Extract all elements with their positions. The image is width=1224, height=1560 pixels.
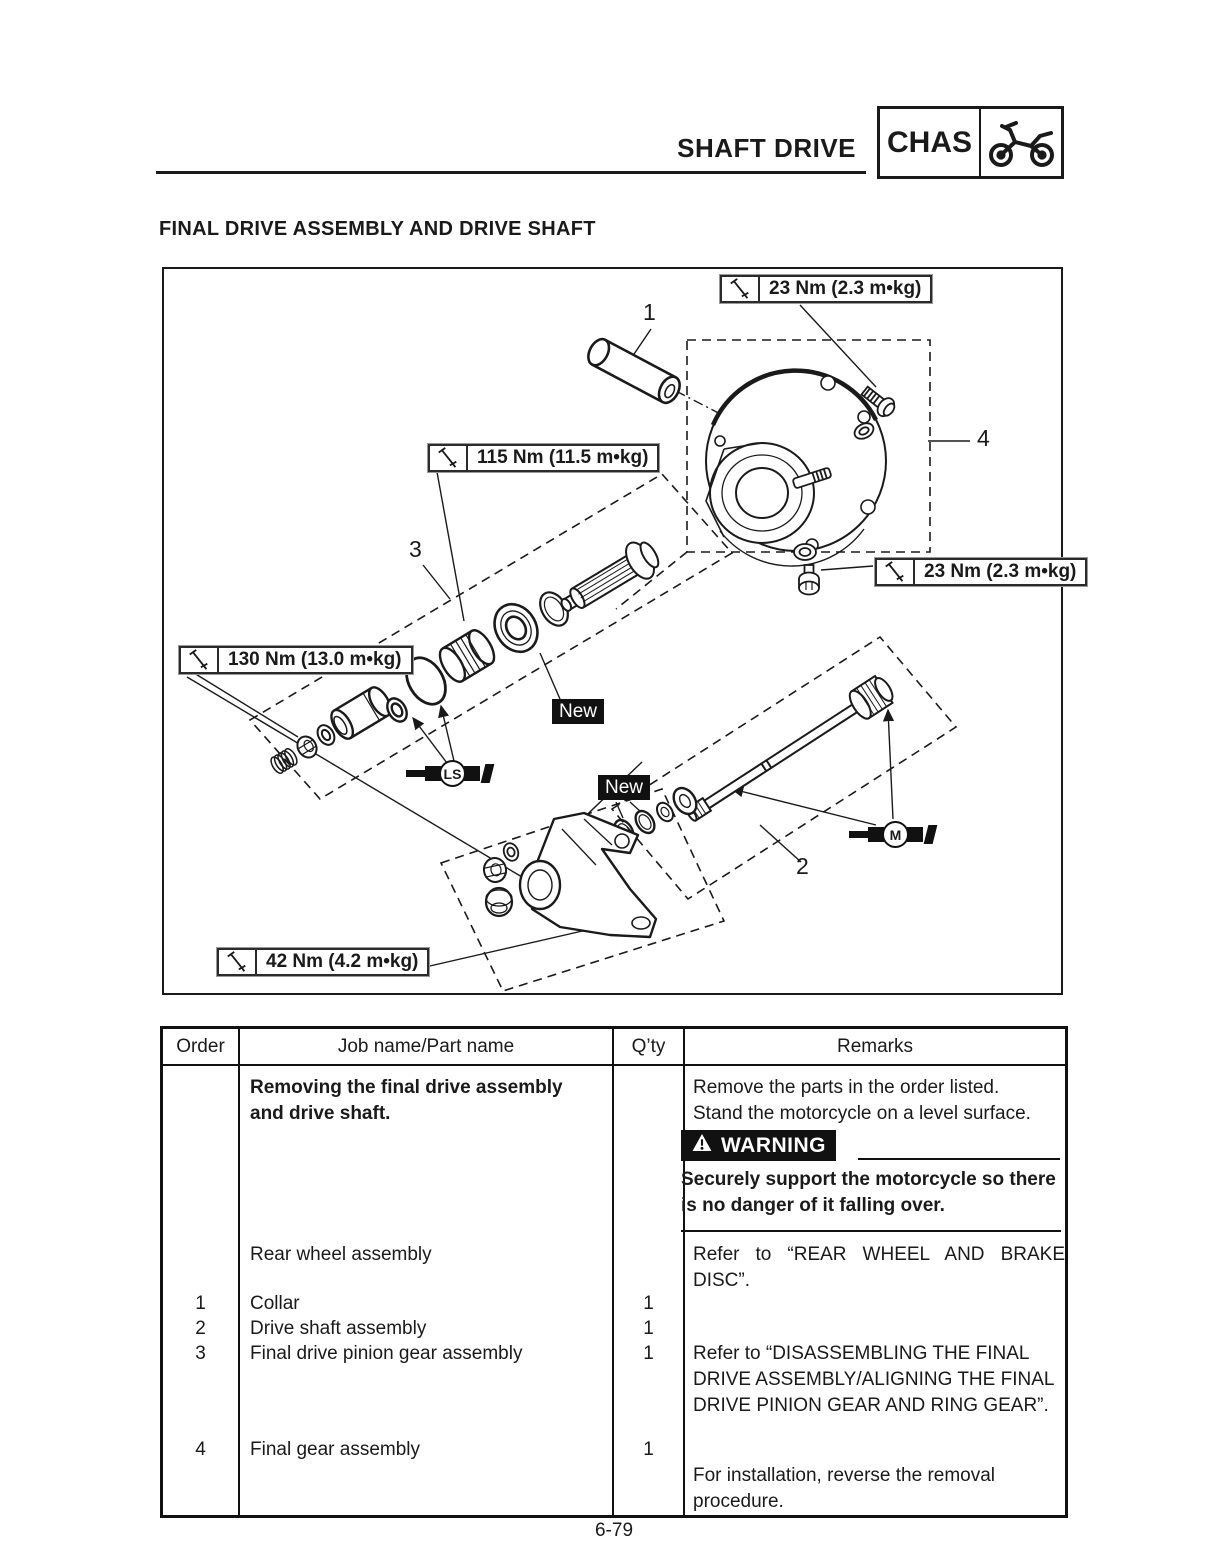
- warning-triangle-icon: [691, 1133, 713, 1158]
- torque-value: 23 Nm (2.3 m•kg): [769, 278, 922, 299]
- grease-gun-body: [464, 766, 480, 781]
- torque-value: 23 Nm (2.3 m•kg): [924, 561, 1077, 582]
- grease-gun-handle: [406, 770, 426, 777]
- torque-wrench-icon: [877, 560, 915, 584]
- header-rule: [156, 171, 866, 174]
- torque-wrench-icon: [722, 277, 760, 301]
- collar-part: [584, 336, 684, 407]
- order-number: 3: [195, 1343, 206, 1364]
- part-number-4: 4: [977, 425, 990, 451]
- torque-callout: [875, 558, 1087, 586]
- part-number-2: 2: [796, 853, 809, 879]
- warning-badge: [681, 1130, 836, 1161]
- warning-rule: [858, 1158, 1060, 1160]
- torque-value: 115 Nm (11.5 m•kg): [477, 447, 649, 468]
- pinion-bearing: [486, 596, 546, 659]
- torque-value: 42 Nm (4.2 m•kg): [266, 951, 419, 972]
- remarks-text: [693, 1075, 1067, 1127]
- drive-shaft-part: [680, 673, 897, 829]
- m-lubricant-marker: [849, 821, 935, 848]
- col-header-remarks: Remarks: [836, 1035, 913, 1057]
- grease-gun-body: [907, 827, 923, 842]
- bearing-retainer: [435, 626, 499, 685]
- chapter-tab: [877, 106, 1064, 179]
- part-number-3: 3: [409, 536, 422, 562]
- bracket-nut: [482, 856, 509, 884]
- torque-callout: [720, 275, 932, 303]
- table-header-row: [163, 1029, 1065, 1066]
- job-name: Final gear assembly: [250, 1439, 421, 1460]
- bracket-washer: [501, 841, 520, 863]
- remark-line: Stand the motorcycle on a level surface.: [693, 1103, 1031, 1124]
- job-name: Rear wheel assembly: [250, 1244, 432, 1265]
- grease-gun-handle: [849, 831, 869, 838]
- drain-bolt: [799, 565, 819, 595]
- warning-label: WARNING: [721, 1133, 826, 1157]
- shaft-washer: [654, 800, 677, 824]
- job-name: Drive shaft assembly: [250, 1318, 427, 1339]
- remarks-text: For installation, reverse the removal procedure.: [693, 1465, 996, 1512]
- col-header-qty: Q’ty: [614, 1029, 685, 1064]
- lubricant-code: LS: [439, 760, 466, 787]
- page-title: FINAL DRIVE ASSEMBLY AND DRIVE SHAFT: [159, 218, 596, 240]
- torque-value: 130 Nm (13.0 m•kg): [228, 649, 402, 670]
- drain-washer: [794, 544, 816, 560]
- qty-value: 1: [643, 1439, 654, 1460]
- torque-callout: [217, 948, 429, 976]
- bearing-housing-bracket: [520, 813, 656, 937]
- exploded-view-panel: [162, 267, 1077, 995]
- order-number: 1: [195, 1293, 206, 1314]
- order-number: 4: [195, 1439, 206, 1460]
- torque-wrench-icon: [219, 950, 257, 974]
- col-header-job: Job name/Part name: [240, 1029, 614, 1064]
- section-title: SHAFT DRIVE: [677, 133, 856, 163]
- torque-callout: [428, 444, 659, 472]
- pinion-collar: [327, 684, 395, 742]
- final-gear-case: [706, 371, 886, 566]
- chapter-code: CHAS: [880, 109, 981, 176]
- col-header-order: Order: [163, 1029, 240, 1064]
- torque-callout: [179, 646, 413, 674]
- qty-value: 1: [643, 1293, 654, 1314]
- parts-table: [160, 1026, 1068, 1518]
- order-number: 2: [195, 1318, 206, 1339]
- job-name: Collar: [250, 1293, 300, 1314]
- remarks-text: Refer to “REAR WHEEL AND BRAKE DISC”.: [693, 1244, 1065, 1291]
- torque-wrench-icon: [430, 446, 468, 470]
- warning-bottom-rule: [681, 1230, 1061, 1232]
- warning-text: Securely support the motorcycle so there is no danger of it falling over.: [681, 1169, 1056, 1216]
- ls-lubricant-marker: [406, 760, 492, 787]
- pinion-gear-shaft: [553, 535, 665, 624]
- column-divider: [238, 1066, 240, 1515]
- new-part-tag: New: [598, 775, 650, 800]
- new-part-tag: New: [552, 699, 604, 724]
- bracket-cap-nut: [486, 888, 512, 916]
- shaft-circlip-2: [632, 808, 658, 837]
- part-number-1: 1: [643, 299, 656, 325]
- motorcycle-icon: [981, 109, 1061, 176]
- remark-line: Remove the parts in the order listed.: [693, 1077, 1000, 1098]
- qty-value: 1: [643, 1318, 654, 1339]
- qty-value: 1: [643, 1343, 654, 1364]
- torque-wrench-icon: [181, 648, 219, 672]
- job-name: Final drive pinion gear assembly: [250, 1343, 523, 1364]
- table-body: [163, 1066, 1065, 1515]
- exploded-view-drawing: [164, 269, 1061, 993]
- remarks-text: Refer to “DISASSEMBLING THE FINAL DRIVE ASSEMBLY/ALIGNING THE FINAL DRIVE PINION GEAR AND RING GEAR”.: [693, 1343, 1054, 1416]
- lubricant-code: M: [882, 821, 909, 848]
- page-number: 6-79: [594, 1520, 634, 1541]
- job-name: Removing the final drive assembly and drive shaft.: [250, 1077, 563, 1124]
